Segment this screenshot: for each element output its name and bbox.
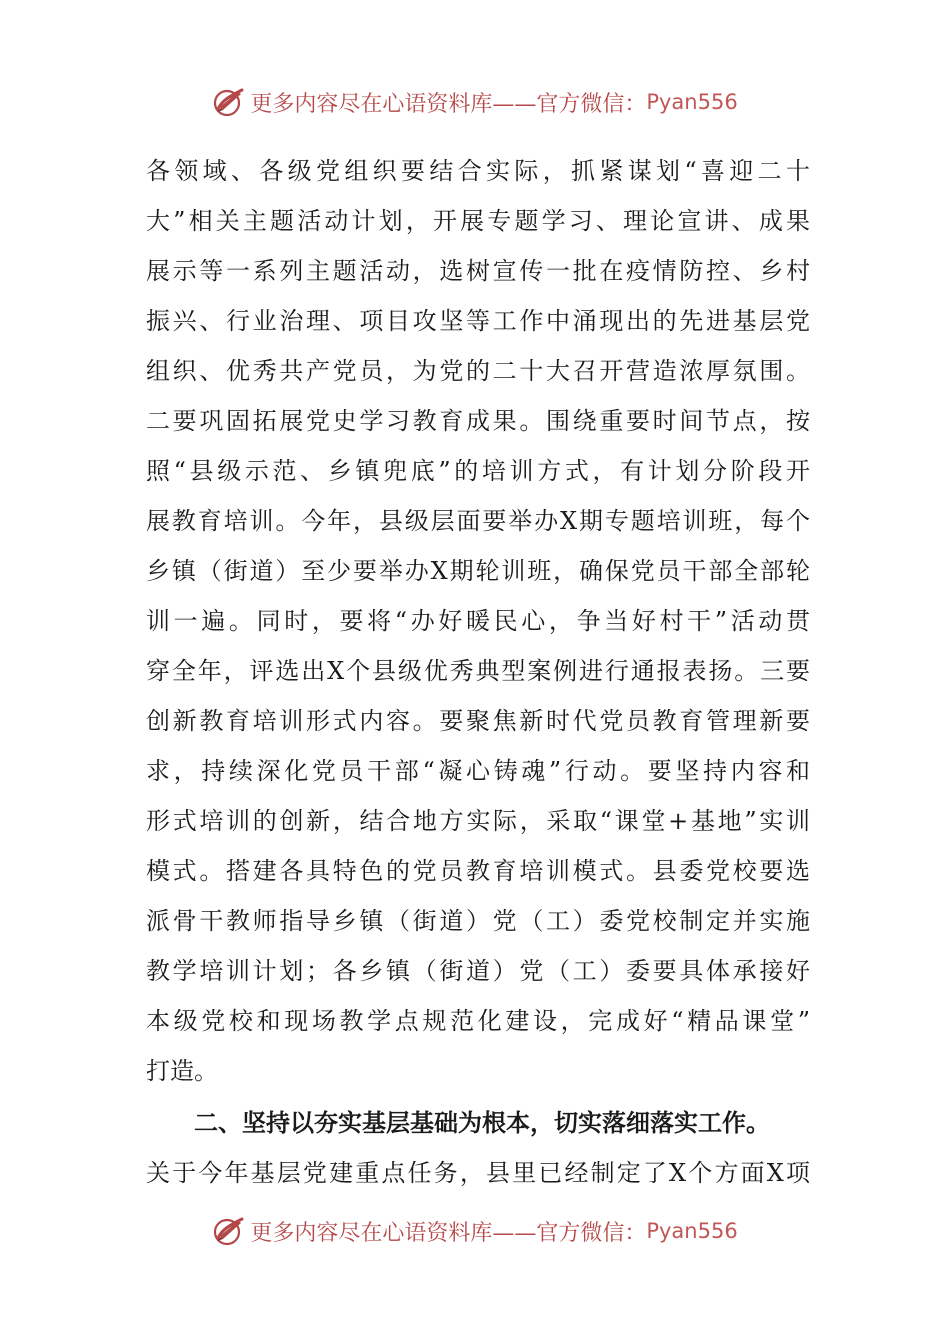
text-line: 展教育培训。今年，县级层面要举办X期专题培训班，每个 — [146, 507, 810, 535]
text-line: 打造。 — [146, 1057, 218, 1085]
text-line: 各领域、各级党组织要结合实际，抓紧谋划“喜迎二十 — [146, 157, 810, 185]
text-line: 大”相关主题活动计划，开展专题学习、理论宣讲、成果 — [146, 207, 810, 235]
pen-logo-icon — [212, 1214, 246, 1248]
text-line: 穿全年，评选出X个县级优秀典型案例进行通报表扬。三要 — [146, 657, 810, 685]
text-line: 本级党校和现场教学点规范化建设，完成好“精品课堂” — [146, 1007, 810, 1035]
text-line: 教学培训计划；各乡镇（街道）党（工）委要具体承接好 — [146, 957, 810, 985]
text-line: 形式培训的创新，结合地方实际，采取“课堂+基地”实训 — [146, 807, 810, 835]
text-line: 二要巩固拓展党史学习教育成果。围绕重要时间节点，按 — [146, 407, 810, 435]
text-line: 关于今年基层党建重点任务，县里已经制定了X个方面X项 — [146, 1159, 810, 1187]
banner-text: 更多内容尽在心语资料库——官方微信： — [250, 91, 647, 117]
header-banner — [0, 82, 950, 122]
document-body — [146, 146, 810, 1198]
pen-logo-icon — [212, 85, 246, 119]
text-line: 求，持续深化党员干部“凝心铸魂”行动。要坚持内容和 — [146, 757, 810, 785]
section-heading: 二、坚持以夯实基层基础为根本，切实落细落实工作。 — [194, 1109, 770, 1137]
text-line: 振兴、行业治理、项目攻坚等工作中涌现出的先进基层党 — [146, 307, 810, 335]
text-line: 组织、优秀共产党员，为党的二十大召开营造浓厚氛围。 — [146, 357, 810, 385]
footer-banner — [0, 1211, 950, 1251]
text-line: 派骨干教师指导乡镇（街道）党（工）委党校制定并实施 — [146, 907, 810, 935]
text-line: 乡镇（街道）至少要举办X期轮训班，确保党员干部全部轮 — [146, 557, 810, 585]
text-line: 训一遍。同时，要将“办好暖民心，争当好村干”活动贯 — [146, 607, 810, 635]
text-line: 展示等一系列主题活动，选树宣传一批在疫情防控、乡村 — [146, 257, 810, 285]
text-line: 模式。搭建各具特色的党员教育培训模式。县委党校要选 — [146, 857, 810, 885]
text-line: 创新教育培训形式内容。要聚焦新时代党员教育管理新要 — [146, 707, 810, 735]
banner-text: 更多内容尽在心语资料库——官方微信： — [250, 1220, 647, 1246]
banner-contact: Pyan556 — [646, 1219, 738, 1243]
banner-contact: Pyan556 — [646, 90, 738, 114]
text-line: 照“县级示范、乡镇兜底”的培训方式，有计划分阶段开 — [146, 457, 810, 485]
